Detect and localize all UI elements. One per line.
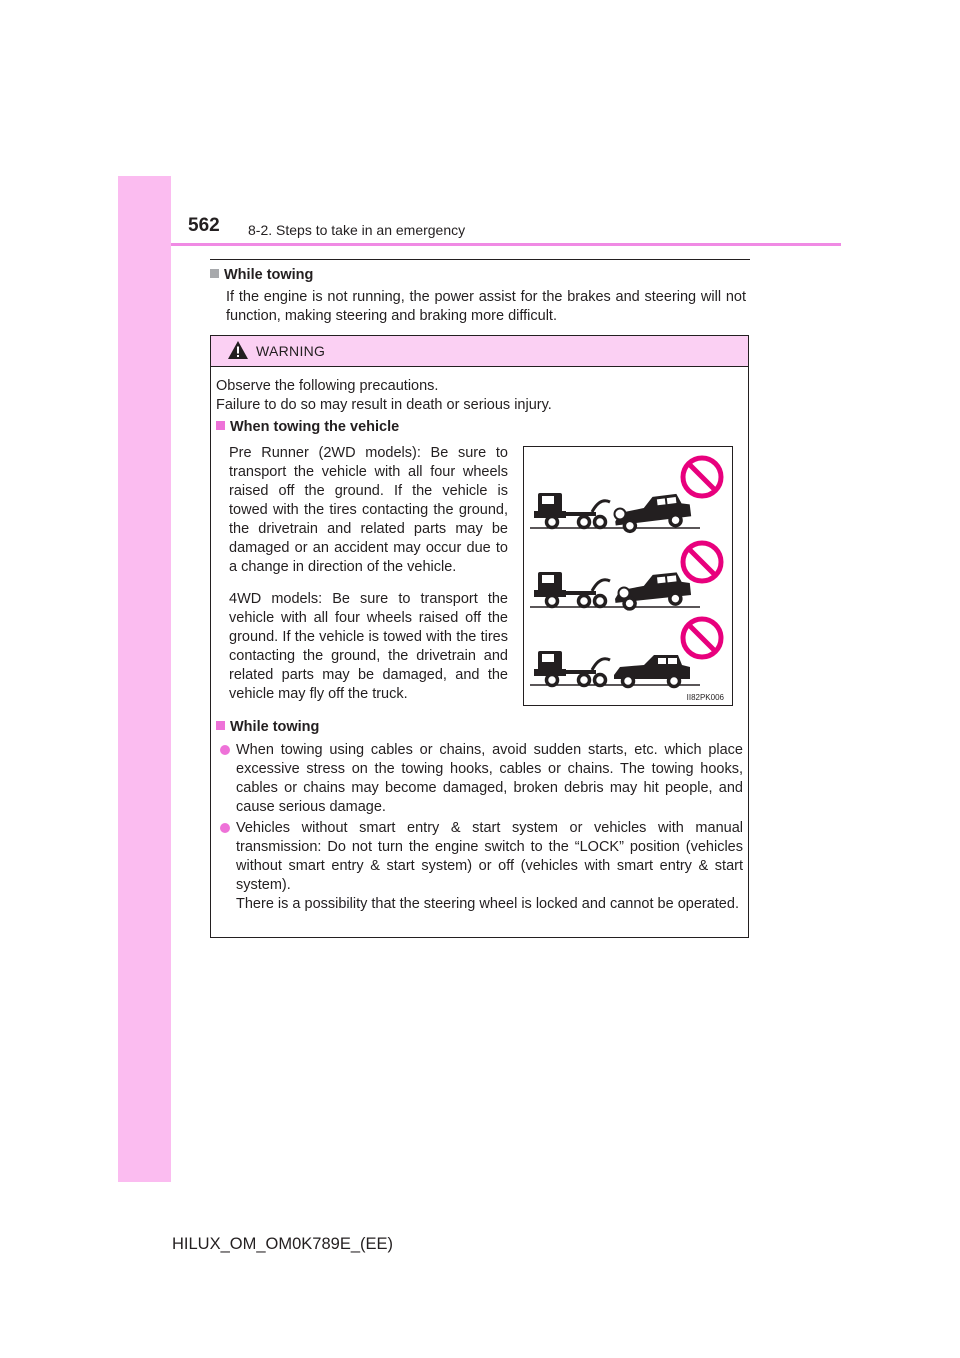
intro-text: If the engine is not running, the power assist for the brakes and steering will not function, making steering and braking more difficult. (226, 289, 746, 324)
bullet-engine-switch-text (236, 819, 743, 914)
towing-prohibited-figure (523, 446, 733, 706)
towing-bullet-engine-switch (220, 819, 743, 914)
bullet-cables-text: When towing using cables or chains, avoid sudden starts, etc. which place excessive stress on the towing hooks, cables or chains. The towing hooks, cables or chains may become damaged, broken debris may hit people, and cause serious damage. (236, 742, 743, 815)
section-title: 8-2. Steps to take in an emergency (248, 222, 466, 238)
side-color-band (118, 176, 171, 1182)
figure-code: II82PK006 (686, 693, 724, 702)
circle-bullet-icon (220, 823, 230, 833)
square-bullet-icon (210, 269, 219, 278)
page-number: 562 (188, 215, 220, 236)
towing-vehicle-heading (216, 419, 399, 435)
warning-label: WARNING (256, 343, 326, 359)
bullet-engine-switch-line-a: Vehicles without smart entry & start system or vehicles with manual transmission: Do not turn the engine switch to the “LOCK” position (vehicles without smart entry & start system) or off (vehicles with smart entry & start system). (236, 820, 743, 893)
bullet-engine-switch-line-b: There is a possibility that the steering wheel is locked and cannot be operated. (236, 896, 739, 912)
towing-vehicle-heading-text: When towing the vehicle (230, 419, 400, 435)
square-bullet-icon (216, 421, 225, 430)
content-rule (210, 259, 750, 260)
square-bullet-icon (216, 721, 225, 730)
intro-heading (210, 267, 313, 283)
towing-para-prerunner: Pre Runner (2WD models): Be sure to transport the vehicle with all four wheels raised off the ground. If the vehicle is towed with the tires contacting the ground, the drivetrain and related parts may be damaged or an accident may occur due to a change in direction of the vehicle. (229, 445, 508, 575)
header-rule (171, 243, 841, 246)
while-towing-heading-text: While towing (230, 719, 320, 735)
circle-bullet-icon (220, 745, 230, 755)
while-towing-heading (216, 719, 319, 735)
warning-box (210, 335, 749, 938)
warning-header (211, 336, 748, 367)
warning-lead-1: Observe the following precautions. (216, 378, 439, 394)
towing-bullet-cables (220, 741, 743, 817)
warning-lead-2: Failure to do so may result in death or serious injury. (216, 397, 552, 413)
warning-triangle-icon (227, 340, 249, 360)
document-footer-code: HILUX_OM_OM0K789E_(EE) (172, 1235, 394, 1253)
towing-illustration (524, 447, 732, 705)
towing-para-4wd: 4WD models: Be sure to transport the vehicle with all four wheels raised off the ground. If the vehicle is towed with the tires contacting the ground, the drivetrain and related parts may be damaged, and the vehicle may fly off the truck. (229, 591, 508, 702)
intro-heading-text: While towing (224, 267, 314, 283)
